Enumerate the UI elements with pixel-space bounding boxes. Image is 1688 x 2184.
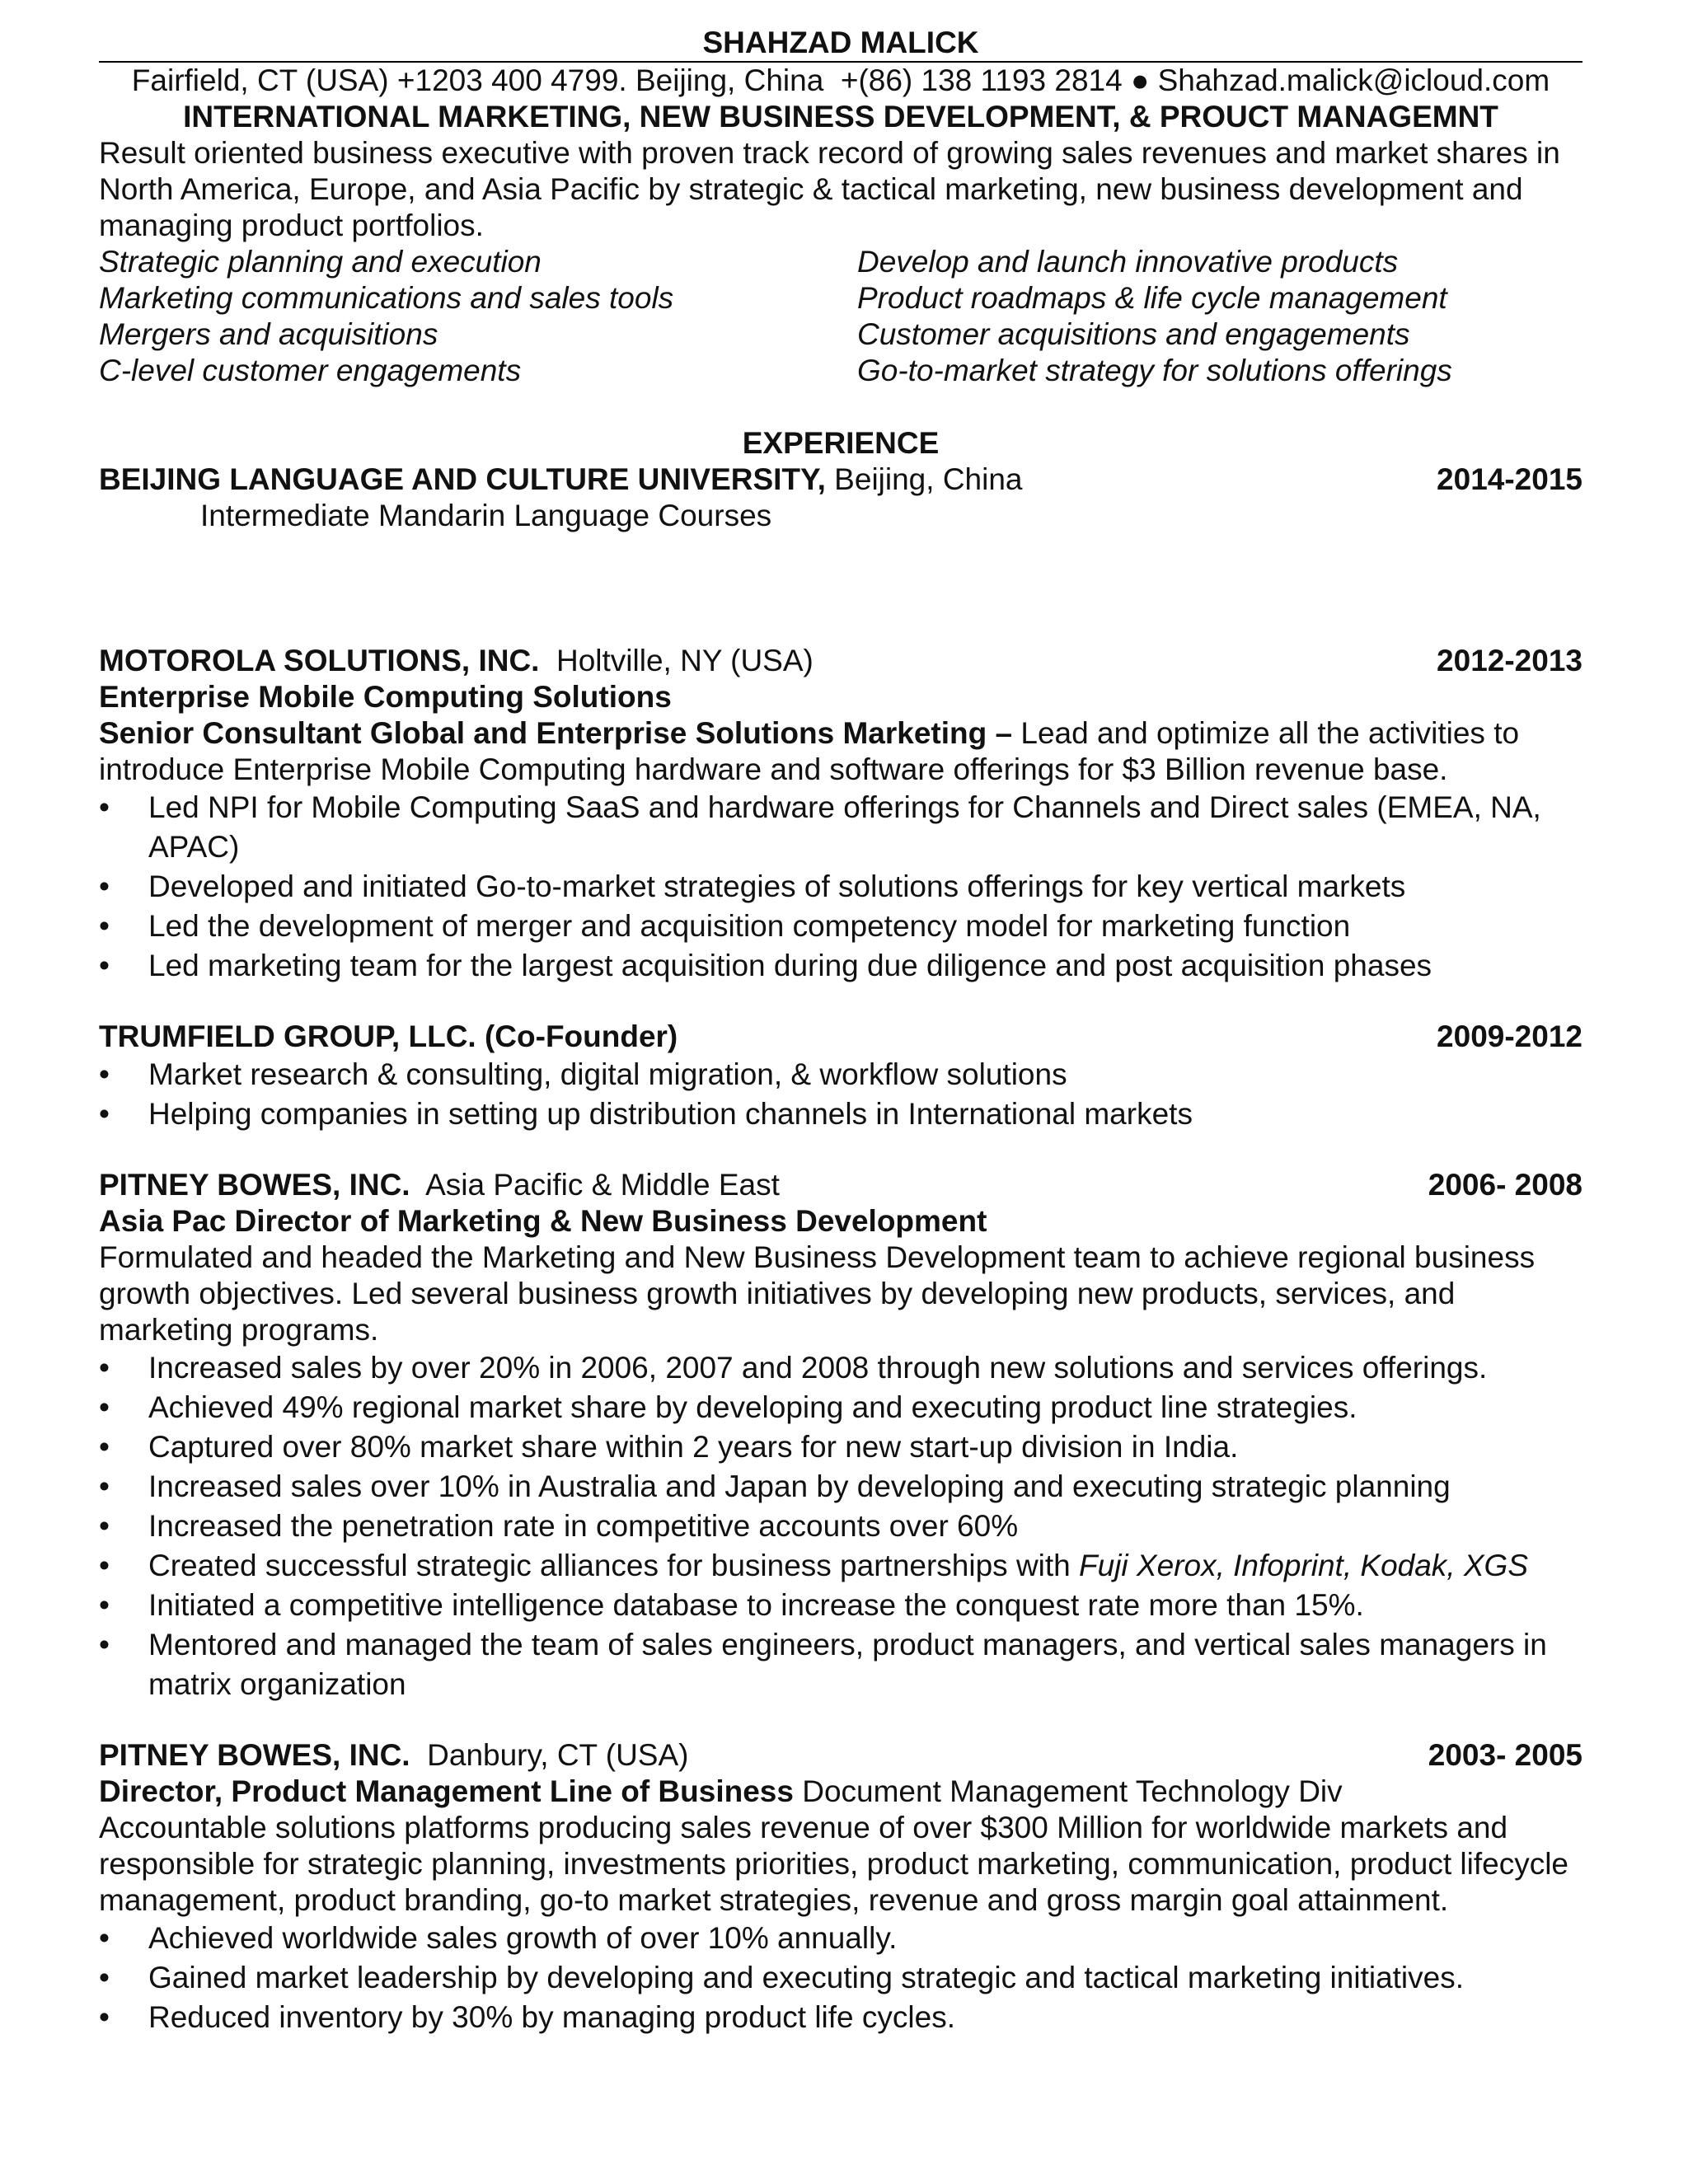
bullet-item: • Achieved 49% regional market share by developing and executing product line strategies. (99, 1388, 1582, 1427)
bullet-item: • Helping companies in setting up distribution channels in International markets (99, 1094, 1582, 1134)
job-location: Danbury, CT (USA) (410, 1738, 689, 1772)
job-header (99, 643, 1582, 679)
bullet-item (99, 1546, 1582, 1586)
job-role-line (99, 1774, 1582, 1810)
experience-heading: EXPERIENCE (742, 426, 940, 460)
job-motorola (99, 643, 1582, 986)
skills-grid (99, 244, 1582, 389)
bullet-item: • Developed and initiated Go-to-market strategies of solutions offerings for key vertical markets (99, 867, 1582, 907)
alliances-text: Created successful strategic alliances for business partnerships with (148, 1549, 1080, 1582)
job-role: Director, Product Management Line of Business (99, 1774, 794, 1808)
job-pitney-bowes-asia (99, 1167, 1582, 1704)
job-header (99, 1019, 1582, 1055)
job-years: 2012-2013 (1437, 644, 1582, 677)
job-role: Asia Pac Director of Marketing & New Business Development (99, 1204, 987, 1238)
skill-item: C-level customer engagements (99, 354, 522, 387)
job-trumfield (99, 1019, 1582, 1134)
company-name: PITNEY BOWES, INC. (99, 1738, 410, 1772)
bullet-item: • Initiated a competitive intelligence database to increase the conquest rate more than 15%. (99, 1586, 1582, 1625)
resume-page (99, 25, 1582, 2037)
bullet-item: • Gained market leadership by developing and executing strategic and tactical marketing initiatives. (99, 1958, 1582, 1998)
bullet-item: • Reduced inventory by 30% by managing product life cycles. (99, 1998, 1582, 2037)
job-bullets (99, 788, 1582, 986)
job-bullets (99, 1919, 1582, 2037)
skill-item: Develop and launch innovative products (857, 245, 1399, 279)
job-location: Asia Pacific & Middle East (410, 1168, 780, 1202)
job-years: 2006- 2008 (1428, 1168, 1582, 1202)
contact-line: Fairfield, CT (USA) +1203 400 4799. Beijing, China +(86) 138 1193 2814 ● Shahzad.malick@icloud.com (131, 63, 1550, 97)
job-org (99, 1737, 688, 1774)
job-division: Enterprise Mobile Computing Solutions (99, 680, 672, 714)
job-pitney-bowes-danbury (99, 1737, 1582, 2037)
bullet-item: • Achieved worldwide sales growth of over 10% annually. (99, 1919, 1582, 1958)
job-role: Senior Consultant Global and Enterprise Solutions Marketing – (99, 716, 1013, 750)
job-description: Accountable solutions platforms producing sales revenue of over $300 Million for worldwide markets and responsible for strategic planning, investments priorities, product marketing, communication, product lifecycle management, product branding, go-to market strategies, revenue and gross margin goal attainment. (99, 1811, 1568, 1917)
bullet-item: • Mentored and managed the team of sales engineers, product managers, and vertical sales managers in matrix organization (99, 1625, 1582, 1704)
skill-item: Strategic planning and execution (99, 245, 542, 279)
job-role-description: Lead and optimize all the activities to introduce Enterprise Mobile Computing hardware and software offerings for $3 Billion revenue base. (99, 716, 1520, 786)
job-years: 2009-2012 (1437, 1019, 1582, 1053)
job-years: 2014-2015 (1437, 462, 1582, 496)
job-bullets (99, 1055, 1582, 1134)
bullet-item: • Led NPI for Mobile Computing SaaS and hardware offerings for Channels and Direct sales (EMEA, NA, APAC) (99, 788, 1582, 867)
job-blcu (99, 462, 1582, 534)
skill-item: Customer acquisitions and engagements (857, 317, 1410, 351)
bullet-item: • Led the development of merger and acquisition competency model for marketing function (99, 907, 1582, 946)
professional-tagline: INTERNATIONAL MARKETING, NEW BUSINESS DEVELOPMENT, & PROUCT MANAGEMNT (183, 100, 1498, 134)
job-header (99, 462, 1582, 498)
job-description: Formulated and headed the Marketing and New Business Development team to achieve regional business growth objectives. Led several business growth initiatives by developing new products, services, and marketing programs. (99, 1240, 1536, 1347)
job-location: Beijing, China (825, 462, 1023, 496)
job-org (99, 1167, 780, 1203)
bullet-item: • Increased sales over 10% in Australia and Japan by developing and executing strategic planning (99, 1467, 1582, 1507)
job-org (99, 643, 814, 679)
skill-item: Product roadmaps & life cycle management (857, 281, 1447, 315)
summary-paragraph: Result oriented business executive with proven track record of growing sales revenues and market shares in North America, Europe, and Asia Pacific by strategic & tactical marketing, new business development and managing product portfolios. (99, 136, 1560, 242)
bullet-item: • Increased sales by over 20% in 2006, 2007 and 2008 through new solutions and services offerings. (99, 1348, 1582, 1388)
skill-item: Go-to-market strategy for solutions offerings (857, 354, 1452, 387)
bullet-item: • Captured over 80% market share within 2 years for new start-up division in India. (99, 1427, 1582, 1467)
job-detail: Intermediate Mandarin Language Courses (200, 499, 772, 532)
bullet-item: • Market research & consulting, digital migration, & workflow solutions (99, 1055, 1582, 1094)
company-name: PITNEY BOWES, INC. (99, 1168, 410, 1202)
job-org (99, 462, 1023, 498)
job-role-paragraph (99, 715, 1582, 788)
job-location: Holtville, NY (USA) (539, 644, 814, 677)
job-years: 2003- 2005 (1428, 1738, 1582, 1772)
company-name: MOTOROLA SOLUTIONS, INC. (99, 644, 540, 677)
job-bullets (99, 1348, 1582, 1704)
skill-item: Mergers and acquisitions (99, 317, 438, 351)
candidate-name: SHAHZAD MALICK (702, 26, 979, 59)
skill-item: Marketing communications and sales tools (99, 281, 674, 315)
job-header (99, 1737, 1582, 1774)
bullet-item: • Led marketing team for the largest acquisition during due diligence and post acquisition phases (99, 946, 1582, 986)
job-division: Document Management Technology Div (793, 1774, 1343, 1808)
job-header (99, 1167, 1582, 1203)
alliance-partners: Fuji Xerox, Infoprint, Kodak, XGS (1079, 1549, 1529, 1582)
bullet-item: • Increased the penetration rate in competitive accounts over 60% (99, 1507, 1582, 1546)
company-name: TRUMFIELD GROUP, LLC. (Co-Founder) (99, 1019, 678, 1053)
company-name: BEIJING LANGUAGE AND CULTURE UNIVERSITY, (99, 462, 826, 496)
